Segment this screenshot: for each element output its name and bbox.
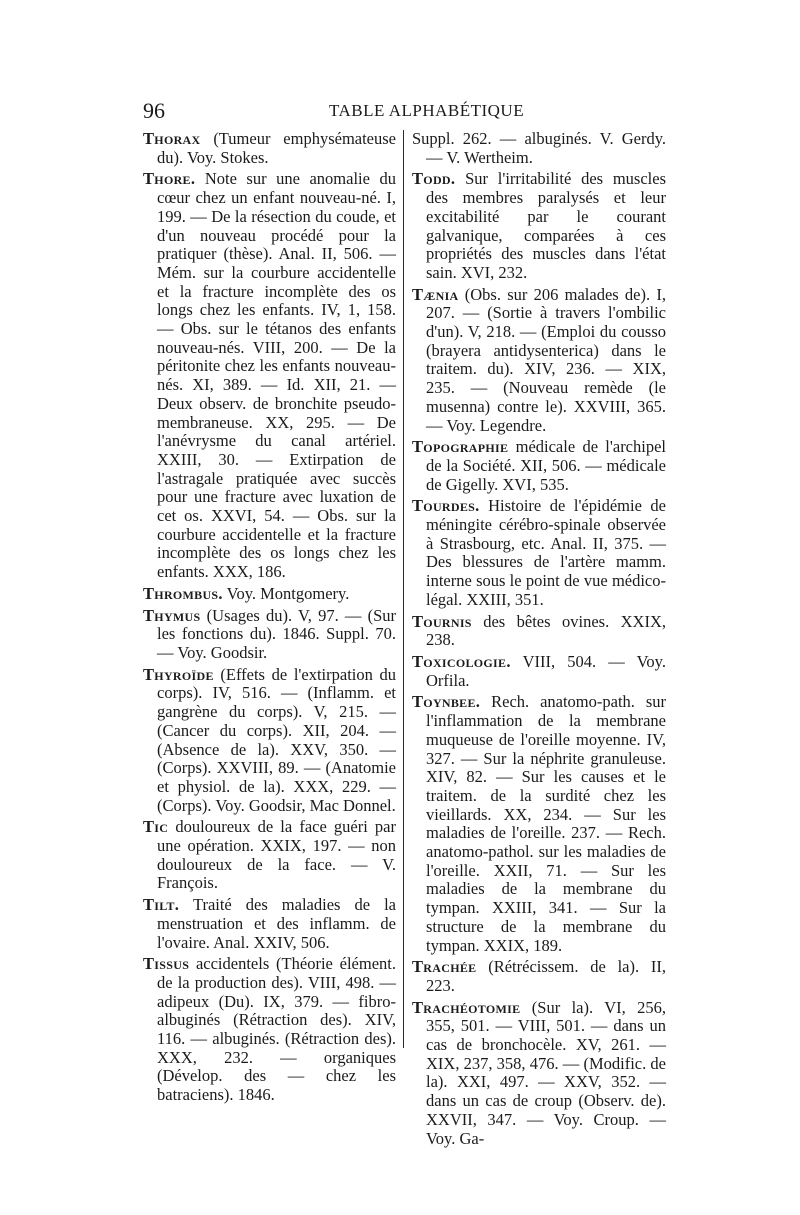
index-entry	[143, 170, 396, 581]
running-title: TABLE ALPHABÉTIQUE	[329, 101, 525, 120]
index-entry	[412, 130, 666, 167]
entry-text: Histoire de l'épidémie de méningite cérébro-spinale observée à Strasbourg, etc. Anal. II, 375. — Des blessures de l'artère mamm. interne sous le point de vue médico-légal. XXIII, 351.	[426, 496, 666, 609]
entry-text: Suppl. 262. — albuginés. V. Gerdy. — V. Wertheim.	[412, 129, 666, 167]
entry-text: (Obs. sur 206 malades de). I, 207. — (Sortie à travers l'ombilic d'un). V, 218. — (Emploi du cousso (brayera antidysenterica) dans le traitem. du). XIV, 236. — XIX, 235. — (Nouveau remède (le musenna) contre le). XXVIII, 365. — Voy. Legendre.	[426, 284, 666, 435]
index-entry	[412, 613, 666, 650]
entry-text: Note sur une anomalie du cœur chez un enfant nouveau-né. I, 199. — De la résection du coude, et d'un nouveau procédé pour la pratiquer (thèse). Anal. II, 506. — Mém. sur la courbure accidentelle et la fracture incomplète des os longs chez les enfants. IV, 1, 158. — Obs. sur le tétanos des enfants nouveau-nés. VIII, 200. — De la péritonite chez les enfants nouveau-nés. XI, 389. — Id. XII, 21. — Deux observ. de bronchite pseudo-membraneuse. XX, 295. — De l'anévrysme du canal artériel. XXIII, 30. — Extirpation de l'astragale pratiquée avec succès pour une fracture avec luxation de cet os. XXVI, 54. — Obs. sur la courbure accidentelle et la fracture incomplète des os longs chez les enfants. XXX, 186.	[157, 169, 396, 582]
index-entry	[143, 130, 396, 167]
entry-text: médicale de l'archipel de la Société. XII, 506. — médicale de Gigelly. XVI, 535.	[426, 437, 666, 494]
entry-text: accidentels (Théorie élément. de la production des). VIII, 498. — adipeux (Du). IX, 379. — fibro-albuginés (Rétraction des). XIV, 116. — albuginés. (Rétraction des). XXX, 232. — organiques (Dévelop. des — chez les batraciens). 1846.	[157, 954, 396, 1105]
entry-headword: Trachéotomie	[412, 997, 521, 1017]
page-header	[143, 98, 663, 124]
index-entry	[412, 958, 666, 995]
index-entry	[143, 818, 396, 893]
column-divider	[403, 130, 404, 1048]
entry-text: (Sur la). VI, 256, 355, 501. — VIII, 501. — dans un cas de bronchocèle. XV, 261. — XIX, 237, 358, 476. — (Modific. de la). XXI, 497. — XXV, 352. — dans un cas de croup (Observ. de). XXVII, 347. — Voy. Croup. — Voy. Ga-	[426, 997, 666, 1148]
entry-text: des bêtes ovines. XXIX, 238.	[426, 611, 666, 650]
index-entry	[412, 999, 666, 1149]
entry-headword: Toxicologie.	[412, 651, 511, 671]
entry-headword: Tourdes.	[412, 496, 480, 516]
entry-headword: Thyroïde	[143, 664, 214, 684]
entry-headword: Toynbee.	[412, 692, 481, 712]
entry-headword: Tænia	[412, 284, 459, 304]
index-entry	[143, 585, 396, 604]
entry-text: (Tumeur emphysémateuse du). Voy. Stokes.	[157, 129, 396, 167]
index-entry	[412, 286, 666, 436]
entry-text: Rech. anatomo-path. sur l'inflammation de la membrane muqueuse de l'oreille moyenne. IV, 327. — Sur la néphrite granuleuse. XIV, 82. — Sur les causes et le traitem. de la surdité chez les vieillards. XX, 234. — Sur les maladies de l'oreille. 237. — Rech. anatomo-pathol. sur les maladies de l'oreille. XXII, 71. — Sur les maladies de la membrane du tympan. XXIII, 341. — Sur la structure de la membrane du tympan. XXIX, 189.	[426, 692, 666, 955]
entry-text: VIII, 504. — Voy. Orfila.	[426, 651, 666, 690]
index-entry	[412, 438, 666, 494]
entry-headword: Trachée	[412, 957, 477, 977]
index-entry	[412, 653, 666, 690]
entry-headword: Thorax	[143, 129, 201, 148]
page-number: 96	[143, 98, 165, 123]
entry-headword: Tilt.	[143, 895, 180, 915]
index-entry	[412, 693, 666, 955]
entry-headword: Thymus	[143, 605, 201, 625]
entry-text: (Rétrécissem. de la). II, 223.	[426, 957, 666, 995]
entry-headword: Tic	[143, 817, 169, 837]
entry-text: (Usages du). V, 97. — (Sur les fonctions du). 1846. Suppl. 70. — Voy. Goodsir.	[157, 605, 396, 662]
index-entry	[143, 666, 396, 816]
entry-text: douloureux de la face guéri par une opération. XXIX, 197. — non douloureux de la face. — V. François.	[157, 817, 396, 893]
left-column	[143, 130, 396, 1108]
index-entry	[143, 607, 396, 663]
entry-text: (Effets de l'extirpation du corps). IV, 516. — (Inflamm. et gangrène du corps). V, 215. — (Cancer du corps). XII, 204. — (Absence de la). XXV, 350. — (Corps). XXVIII, 89. — (Anatomie et physiol. de la). XXX, 229. — (Corps). Voy. Goodsir, Mac Donnel.	[157, 664, 396, 815]
entry-headword: Thrombus.	[143, 583, 223, 603]
index-entry	[412, 497, 666, 609]
entry-headword: Topographie	[412, 437, 509, 457]
entry-headword: Tournis	[412, 611, 472, 631]
right-column	[412, 130, 666, 1151]
index-entry	[412, 170, 666, 282]
index-entry	[143, 896, 396, 952]
index-entry	[143, 955, 396, 1105]
entry-headword: Todd.	[412, 169, 456, 189]
entry-text: Sur l'irritabilité des muscles des membres paralysés et leur excitabilité par le courant galvanique, comparées à ces propriétés des muscles dans l'état sain. XVI, 232.	[426, 169, 666, 282]
entry-headword: Thore.	[143, 169, 196, 189]
entry-text: Traité des maladies de la menstruation et des inflamm. de l'ovaire. Anal. XXIV, 506.	[157, 895, 396, 952]
entry-headword: Tissus	[143, 954, 190, 974]
entry-text: Voy. Montgomery.	[222, 583, 350, 603]
